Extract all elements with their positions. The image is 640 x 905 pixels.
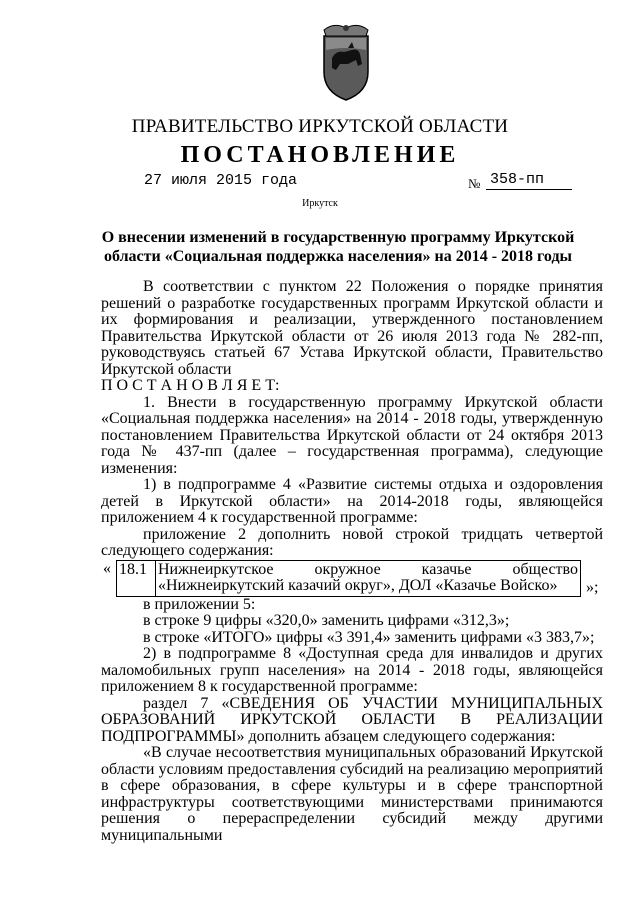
paragraph: приложение 2 дополнить новой строкой тридцать четвертой следующего содержания:	[101, 525, 603, 559]
number-underline	[486, 189, 572, 190]
document-title: О внесении изменений в государственную программу Иркутской области «Социальная поддержка населения» на 2014 - 2018 годы	[101, 229, 575, 265]
government-name: ПРАВИТЕЛЬСТВО ИРКУТСКОЙ ОБЛАСТИ	[131, 116, 509, 137]
city-name: Иркутск	[302, 198, 338, 209]
paragraph: раздел 7 «СВЕДЕНИЯ ОБ УЧАСТИИ МУНИЦИПАЛЬНЫХ ОБРАЗОВАНИЙ ИРКУТСКОЙ ОБЛАСТИ В РЕАЛИЗАЦИИ ПОДПРОГРАММЫ» дополнить абзацем следующего содержания:	[101, 694, 603, 745]
quote-close: »;	[586, 578, 599, 596]
table-cell-text: Нижнеиркутское окружное казачье общество «Нижнеиркутский казачий округ», ДОЛ «Казачье Войско»	[156, 560, 581, 596]
document-date: 27 июля 2015 года	[144, 172, 298, 189]
inserted-table-row	[101, 560, 603, 597]
resolves-heading: П О С Т А Н О В Л Я Е Т:	[101, 377, 280, 394]
coat-of-arms-emblem	[318, 20, 374, 102]
quote-open: «	[103, 559, 111, 577]
paragraph: 1) в подпрограмме 4 «Развитие системы отдыха и оздоровления детей в Иркутской области» на 2014-2018 годы, являющейся приложением 4 к государственной программе:	[101, 476, 603, 526]
paragraph: «В случае несоответствия муниципальных образований Иркутской области условиям предоставления субсидий на реализацию мероприятий в сфере образования, в сфере культуры и в сфере транспортной инфраструктуры соответствующими министерствами принимаются решения о перераспределении субсидий между другими муниципальными	[101, 744, 603, 844]
document-type: ПОСТАНОВЛЕНИЕ	[180, 142, 460, 168]
paragraph: в строке 9 цифры «320,0» заменить цифрами «312,3»;	[143, 612, 510, 629]
paragraph: 1. Внести в государственную программу Иркутской области «Социальная поддержка населения» на 2014 - 2018 годы, утвержденную постановлением Правительства Иркутской области от 24 октября 2013 года № 437-пп (далее – государственная программа), следующие изменения:	[101, 393, 603, 477]
paragraph: в приложении 5:	[143, 595, 256, 613]
paragraph: В соответствии с пунктом 22 Положения о порядке принятия решений о разработке государственных программ Иркутской области и их формирования и реализации, утвержденного постановлением Правительства Иркутской области от 26 июля 2013 года № 282-пп, руководствуясь статьей 67 Устава Иркутской области, Правительство Иркутской области	[101, 278, 603, 378]
document-body	[101, 279, 603, 844]
document-number: 358-пп	[490, 171, 545, 188]
table-cell-number: 18.1	[117, 560, 156, 596]
table-row	[117, 560, 581, 596]
paragraph: в строке «ИТОГО» цифры «3 391,4» заменить цифрами «3 383,7»;	[143, 628, 595, 646]
program-table	[116, 560, 581, 597]
number-sign: №	[468, 176, 481, 191]
paragraph: 2) в подпрограмме 8 «Доступная среда для инвалидов и других маломобильных групп населения» на 2014 - 2018 годы, являющейся приложением 8 к государственной программе:	[101, 645, 603, 695]
